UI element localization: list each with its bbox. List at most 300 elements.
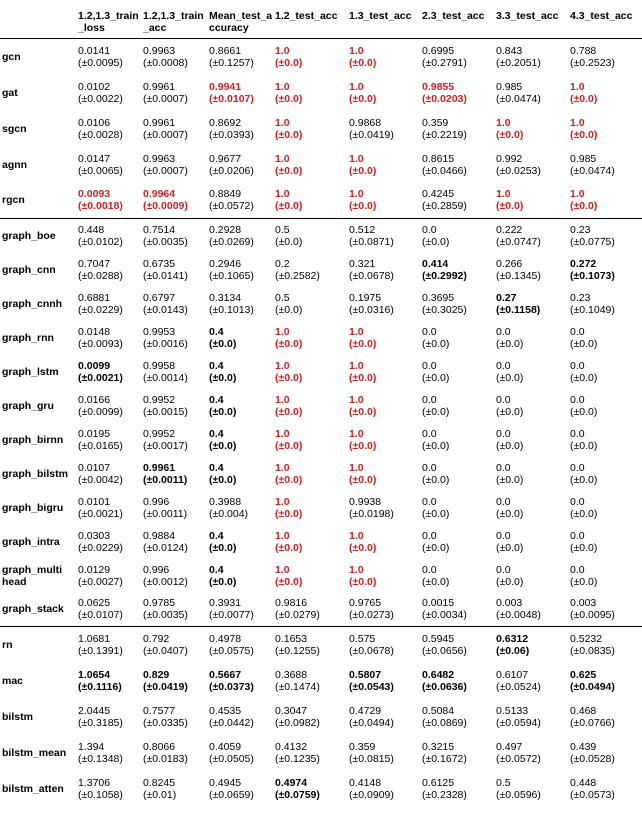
table-cell <box>207 627 273 663</box>
cell-std-dev: (±0.0018) <box>78 200 123 213</box>
table-cell <box>568 355 642 389</box>
cell-value: 0.8615 <box>422 152 455 165</box>
table-cell <box>273 219 347 253</box>
cell-value: 0.5232 <box>570 632 603 645</box>
cell-std-dev: (±0.0759) <box>275 788 320 801</box>
table-cell <box>207 593 273 627</box>
cell-value: 1.394 <box>78 740 105 753</box>
table-cell <box>420 771 494 807</box>
cell-std-dev: (±0.0494) <box>349 716 394 729</box>
table-cell <box>347 423 420 457</box>
row-label-model-name: graph_lstm <box>2 365 59 378</box>
cell-std-dev: (±0.0575) <box>209 644 254 657</box>
cell-value: 0.0 <box>570 427 585 440</box>
cell-std-dev: (±0.2791) <box>422 56 467 69</box>
cell-std-dev: (±0.0035) <box>143 609 188 622</box>
table-cell <box>420 423 494 457</box>
cell-value: 0.843 <box>496 44 523 57</box>
cell-value: 0.3695 <box>422 291 455 304</box>
cell-value: 0.359 <box>349 740 376 753</box>
cell-std-dev: (±0.0) <box>570 507 598 520</box>
table-cell <box>141 627 207 663</box>
header-cell-test-acc-3-3: 3.3_test_acc <box>496 10 559 22</box>
cell-value: 0.8245 <box>143 776 176 789</box>
table-cell <box>347 457 420 491</box>
cell-value: 0.9963 <box>143 152 176 165</box>
cell-std-dev: (±0.0012) <box>143 575 188 588</box>
table-cell <box>207 219 273 253</box>
cell-std-dev: (±0.2992) <box>422 269 467 282</box>
row-label-model-name: gcn <box>2 50 21 63</box>
table-cell <box>141 321 207 355</box>
cell-std-dev: (±0.0) <box>422 473 450 486</box>
cell-value: 1.0 <box>349 359 364 372</box>
cell-value: 0.0 <box>422 461 437 474</box>
cell-value: 0.512 <box>349 223 376 236</box>
table-cell <box>568 457 642 491</box>
cell-std-dev: (±0.0015) <box>143 405 188 418</box>
cell-value: 0.9816 <box>275 597 308 610</box>
table-cell <box>420 75 494 111</box>
cell-value: 0.414 <box>422 257 449 270</box>
table-cell <box>141 75 207 111</box>
table-cell <box>420 355 494 389</box>
table-row <box>0 771 642 807</box>
table-cell <box>568 771 642 807</box>
cell-value: 1.0 <box>349 427 364 440</box>
table-cell <box>76 457 141 491</box>
cell-std-dev: (±0.0007) <box>143 164 188 177</box>
table-cell <box>420 147 494 183</box>
table-cell <box>568 735 642 771</box>
cell-value: 0.5 <box>496 776 511 789</box>
cell-value: 1.0681 <box>78 632 111 645</box>
cell-value: 1.0 <box>570 80 585 93</box>
row-label-model-name: graph_cnnh <box>2 297 63 310</box>
cell-value: 1.0 <box>349 44 364 57</box>
cell-value: 0.2946 <box>209 257 242 270</box>
cell-std-dev: (±0.1672) <box>422 752 467 765</box>
table-cell <box>347 75 420 111</box>
cell-std-dev: (±0.0) <box>209 439 237 452</box>
table-cell <box>273 355 347 389</box>
cell-std-dev: (±0.0) <box>570 541 598 554</box>
cell-value: 0.9677 <box>209 152 242 165</box>
cell-std-dev: (±0.0) <box>349 473 377 486</box>
cell-std-dev: (±0.0) <box>570 371 598 384</box>
cell-value: 0.4535 <box>209 704 242 717</box>
cell-std-dev: (±0.0) <box>496 200 524 213</box>
cell-std-dev: (±0.0007) <box>143 92 188 105</box>
cell-std-dev: (±0.0419) <box>143 680 188 693</box>
table-cell <box>76 321 141 355</box>
cell-std-dev: (±0.0) <box>275 235 303 248</box>
cell-value: 0.9964 <box>143 188 176 201</box>
cell-std-dev: (±0.0474) <box>496 92 541 105</box>
cell-std-dev: (±0.0007) <box>143 128 188 141</box>
cell-value: 0.7514 <box>143 223 176 236</box>
table-cell <box>76 111 141 147</box>
table-cell <box>76 559 141 593</box>
cell-value: 0.6995 <box>422 44 455 57</box>
cell-value: 0.4945 <box>209 776 242 789</box>
table-cell <box>568 75 642 111</box>
cell-std-dev: (±0.0678) <box>349 644 394 657</box>
cell-value: 1.3706 <box>78 776 111 789</box>
cell-std-dev: (±0.0) <box>349 541 377 554</box>
table-cell <box>420 287 494 321</box>
cell-value: 0.5 <box>275 223 290 236</box>
cell-value: 0.9785 <box>143 597 176 610</box>
table-cell <box>141 735 207 771</box>
cell-std-dev: (±0.1013) <box>209 303 254 316</box>
cell-value: 0.4 <box>209 529 224 542</box>
header-cell-test-acc-2-3: 2.3_test_acc <box>422 10 485 22</box>
cell-std-dev: (±0.2328) <box>422 788 467 801</box>
cell-std-dev: (±0.0107) <box>209 92 254 105</box>
table-cell <box>494 355 568 389</box>
table-cell <box>347 627 420 663</box>
cell-value: 0.0 <box>570 461 585 474</box>
table-row <box>0 253 642 287</box>
table-row <box>0 457 642 491</box>
table-cell <box>273 39 347 75</box>
table-cell <box>568 147 642 183</box>
table-cell <box>347 559 420 593</box>
table-cell <box>347 287 420 321</box>
cell-value: 0.0101 <box>78 495 111 508</box>
table-cell <box>494 75 568 111</box>
table-cell <box>494 253 568 287</box>
cell-value: 0.468 <box>570 704 597 717</box>
cell-std-dev: (±0.1158) <box>496 303 541 316</box>
cell-std-dev: (±0.0229) <box>78 303 123 316</box>
table-cell <box>568 287 642 321</box>
table-cell <box>420 39 494 75</box>
table-row <box>0 627 642 663</box>
cell-std-dev: (±0.0) <box>570 473 598 486</box>
table-row <box>0 559 642 593</box>
cell-value: 0.0 <box>422 325 437 338</box>
row-label-model-name: bilstm_atten <box>2 782 64 795</box>
table-cell <box>141 253 207 287</box>
table-cell <box>141 219 207 253</box>
table-cell <box>273 525 347 559</box>
row-label-model-name: bilstm_mean <box>2 746 67 759</box>
table-cell <box>273 699 347 735</box>
cell-std-dev: (±0.0) <box>570 439 598 452</box>
cell-value: 0.0 <box>422 563 437 576</box>
table-cell <box>347 525 420 559</box>
table-cell <box>273 111 347 147</box>
cell-std-dev: (±0.3025) <box>422 303 467 316</box>
cell-value: 0.6881 <box>78 291 111 304</box>
cell-value: 0.0 <box>422 529 437 542</box>
cell-value: 0.497 <box>496 740 523 753</box>
cell-std-dev: (±0.0) <box>275 337 303 350</box>
table-cell <box>273 253 347 287</box>
table-cell <box>568 111 642 147</box>
cell-std-dev: (±0.0) <box>422 405 450 418</box>
cell-std-dev: (±0.1116) <box>78 680 122 693</box>
cell-std-dev: (±0.0) <box>496 128 524 141</box>
cell-std-dev: (±0.0) <box>209 541 237 554</box>
row-label-model-name: rgcn <box>2 194 25 207</box>
row-label-model-name: rn <box>2 638 13 651</box>
header-cell-test-acc-1-3: 1.3_test_acc <box>349 10 412 22</box>
cell-value: 0.266 <box>496 257 523 270</box>
cell-std-dev: (±0.0) <box>496 337 524 350</box>
cell-std-dev: (±0.0) <box>570 575 598 588</box>
cell-value: 0.3215 <box>422 740 455 753</box>
cell-std-dev: (±0.0) <box>570 200 598 213</box>
table-cell <box>420 491 494 525</box>
cell-value: 0.9961 <box>143 461 176 474</box>
cell-value: 0.829 <box>143 668 170 681</box>
cell-value: 0.23 <box>570 223 591 236</box>
row-label-model-name: gat <box>2 86 18 99</box>
cell-std-dev: (±0.0102) <box>78 235 123 248</box>
cell-value: 0.7047 <box>78 257 111 270</box>
cell-std-dev: (±0.0909) <box>349 788 394 801</box>
cell-std-dev: (±0.0) <box>349 337 377 350</box>
row-label-model-name: graph_cnn <box>2 263 56 276</box>
cell-value: 0.4132 <box>275 740 308 753</box>
cell-std-dev: (±0.0) <box>275 164 303 177</box>
cell-value: 0.5084 <box>422 704 455 717</box>
cell-std-dev: (±0.0206) <box>209 164 254 177</box>
cell-value: 0.985 <box>570 152 597 165</box>
cell-std-dev: (±0.0573) <box>570 788 615 801</box>
table-row <box>0 735 642 771</box>
cell-std-dev: (±0.0253) <box>496 164 541 177</box>
cell-std-dev: (±0.0022) <box>78 92 123 105</box>
cell-value: 0.8066 <box>143 740 176 753</box>
cell-value: 0.0093 <box>78 188 111 201</box>
cell-std-dev: (±0.0021) <box>78 371 123 384</box>
table-cell <box>420 627 494 663</box>
cell-value: 1.0 <box>496 116 511 129</box>
cell-value: 0.1653 <box>275 632 308 645</box>
cell-value: 0.23 <box>570 291 591 304</box>
cell-std-dev: (±0.1073) <box>570 269 615 282</box>
cell-value: 0.2928 <box>209 223 242 236</box>
table-cell <box>347 389 420 423</box>
cell-std-dev: (±0.0065) <box>78 164 123 177</box>
cell-std-dev: (±0.0) <box>496 405 524 418</box>
table-cell <box>207 39 273 75</box>
cell-value: 0.0 <box>422 223 437 236</box>
cell-value: 1.0654 <box>78 668 111 681</box>
header-cell-test-acc-1-2: 1.2_test_acc <box>275 10 338 22</box>
cell-std-dev: (±0.0273) <box>349 609 394 622</box>
cell-value: 0.5 <box>275 291 290 304</box>
cell-value: 0.272 <box>570 257 597 270</box>
row-label-model-name: graph_multi head <box>2 563 63 588</box>
cell-value: 0.4 <box>209 563 224 576</box>
cell-std-dev: (±0.0203) <box>422 92 467 105</box>
table-cell <box>494 593 568 627</box>
cell-value: 0.0129 <box>78 563 111 576</box>
cell-value: 0.0 <box>496 393 511 406</box>
row-label-model-name: graph_birnn <box>2 433 64 446</box>
cell-std-dev: (±0.0) <box>496 507 524 520</box>
cell-value: 0.0147 <box>78 152 111 165</box>
table-cell <box>494 111 568 147</box>
table-row <box>0 423 642 457</box>
table-cell <box>568 525 642 559</box>
row-label-model-name: agnn <box>2 158 28 171</box>
cell-std-dev: (±0.0543) <box>349 680 394 693</box>
table-cell <box>207 663 273 699</box>
table-cell <box>494 183 568 219</box>
cell-value: 0.5945 <box>422 632 455 645</box>
table-cell <box>76 491 141 525</box>
cell-value: 0.575 <box>349 632 376 645</box>
row-label-model-name: graph_bigru <box>2 501 64 514</box>
cell-std-dev: (±0.2051) <box>496 56 541 69</box>
cell-value: 0.992 <box>496 152 523 165</box>
table-cell <box>141 559 207 593</box>
cell-std-dev: (±0.2859) <box>422 200 467 213</box>
cell-std-dev: (±0.1348) <box>78 752 123 765</box>
cell-std-dev: (±0.0014) <box>143 371 188 384</box>
table-cell <box>347 735 420 771</box>
table-cell <box>76 355 141 389</box>
cell-value: 1.0 <box>349 563 364 576</box>
table-cell <box>347 39 420 75</box>
table-cell <box>568 423 642 457</box>
cell-value: 0.0148 <box>78 325 111 338</box>
cell-value: 0.0 <box>570 495 585 508</box>
cell-std-dev: (±0.01) <box>143 788 177 801</box>
table-cell <box>420 525 494 559</box>
cell-std-dev: (±0.0034) <box>422 609 467 622</box>
cell-value: 0.0 <box>570 529 585 542</box>
cell-value: 0.9963 <box>143 44 176 57</box>
table-cell <box>347 491 420 525</box>
table-cell <box>207 183 273 219</box>
cell-value: 0.9961 <box>143 116 176 129</box>
cell-value: 0.4 <box>209 461 224 474</box>
cell-std-dev: (±0.0656) <box>422 644 467 657</box>
table-cell <box>568 627 642 663</box>
cell-value: 0.448 <box>78 223 105 236</box>
cell-value: 1.0 <box>349 529 364 542</box>
cell-value: 1.0 <box>275 427 290 440</box>
cell-value: 2.0445 <box>78 704 111 717</box>
cell-std-dev: (±0.0229) <box>78 541 123 554</box>
row-label-model-name: graph_stack <box>2 603 64 616</box>
table-cell <box>420 389 494 423</box>
table-cell <box>273 183 347 219</box>
cell-std-dev: (±0.0815) <box>349 752 394 765</box>
cell-std-dev: (±0.0) <box>570 337 598 350</box>
cell-value: 0.4148 <box>349 776 382 789</box>
cell-std-dev: (±0.3185) <box>78 716 123 729</box>
table-cell <box>273 287 347 321</box>
cell-value: 0.0303 <box>78 529 111 542</box>
table-row <box>0 183 642 219</box>
header-cell-train-acc: 1.2,1.3_train_acc <box>143 10 204 34</box>
table-cell <box>273 663 347 699</box>
cell-std-dev: (±0.0042) <box>78 473 123 486</box>
cell-value: 0.0 <box>570 393 585 406</box>
cell-std-dev: (±0.2523) <box>570 56 615 69</box>
table-cell <box>207 355 273 389</box>
cell-std-dev: (±0.004) <box>209 507 249 520</box>
table-cell <box>76 75 141 111</box>
row-label-model-name: graph_rnn <box>2 331 54 344</box>
table-cell <box>76 525 141 559</box>
cell-std-dev: (±0.0393) <box>209 128 254 141</box>
table-cell <box>207 525 273 559</box>
cell-std-dev: (±0.0017) <box>143 439 188 452</box>
table-cell <box>76 627 141 663</box>
cell-std-dev: (±0.2219) <box>422 128 467 141</box>
table-cell <box>494 491 568 525</box>
table-cell <box>420 699 494 735</box>
row-label-model-name: bilstm <box>2 710 33 723</box>
cell-std-dev: (±0.0) <box>209 337 237 350</box>
cell-value: 0.7577 <box>143 704 176 717</box>
cell-std-dev: (±0.0) <box>422 507 450 520</box>
table-cell <box>568 321 642 355</box>
table-cell <box>273 491 347 525</box>
cell-std-dev: (±0.1235) <box>275 752 320 765</box>
row-label-model-name: graph_bilstm <box>2 467 68 480</box>
cell-std-dev: (±0.1058) <box>78 788 123 801</box>
table-cell <box>420 559 494 593</box>
cell-value: 0.0 <box>496 427 511 440</box>
table-cell <box>494 735 568 771</box>
cell-value: 0.0195 <box>78 427 111 440</box>
cell-std-dev: (±0.0419) <box>349 128 394 141</box>
cell-value: 0.0 <box>570 563 585 576</box>
cell-std-dev: (±0.0095) <box>78 56 123 69</box>
table-cell <box>76 183 141 219</box>
cell-value: 1.0 <box>349 188 364 201</box>
table-row <box>0 75 642 111</box>
cell-value: 0.0 <box>496 359 511 372</box>
table-cell <box>494 287 568 321</box>
table-cell <box>420 253 494 287</box>
cell-std-dev: (±0.0871) <box>349 235 394 248</box>
cell-std-dev: (±0.1049) <box>570 303 615 316</box>
table-row <box>0 491 642 525</box>
cell-value: 0.9958 <box>143 359 176 372</box>
cell-std-dev: (±0.0) <box>209 405 237 418</box>
cell-std-dev: (±0.0021) <box>78 507 123 520</box>
cell-std-dev: (±0.0) <box>422 235 450 248</box>
cell-value: 0.4245 <box>422 188 455 201</box>
header-row <box>0 0 642 39</box>
cell-value: 0.0 <box>570 359 585 372</box>
table-row <box>0 39 642 75</box>
cell-std-dev: (±0.0) <box>422 541 450 554</box>
cell-value: 1.0 <box>570 116 585 129</box>
table-cell <box>347 111 420 147</box>
table-cell <box>76 771 141 807</box>
cell-value: 0.222 <box>496 223 523 236</box>
cell-value: 0.4729 <box>349 704 382 717</box>
table-cell <box>420 219 494 253</box>
cell-value: 0.0099 <box>78 359 111 372</box>
cell-value: 1.0 <box>496 188 511 201</box>
table-cell <box>494 321 568 355</box>
table-row <box>0 111 642 147</box>
cell-value: 1.0 <box>275 116 290 129</box>
